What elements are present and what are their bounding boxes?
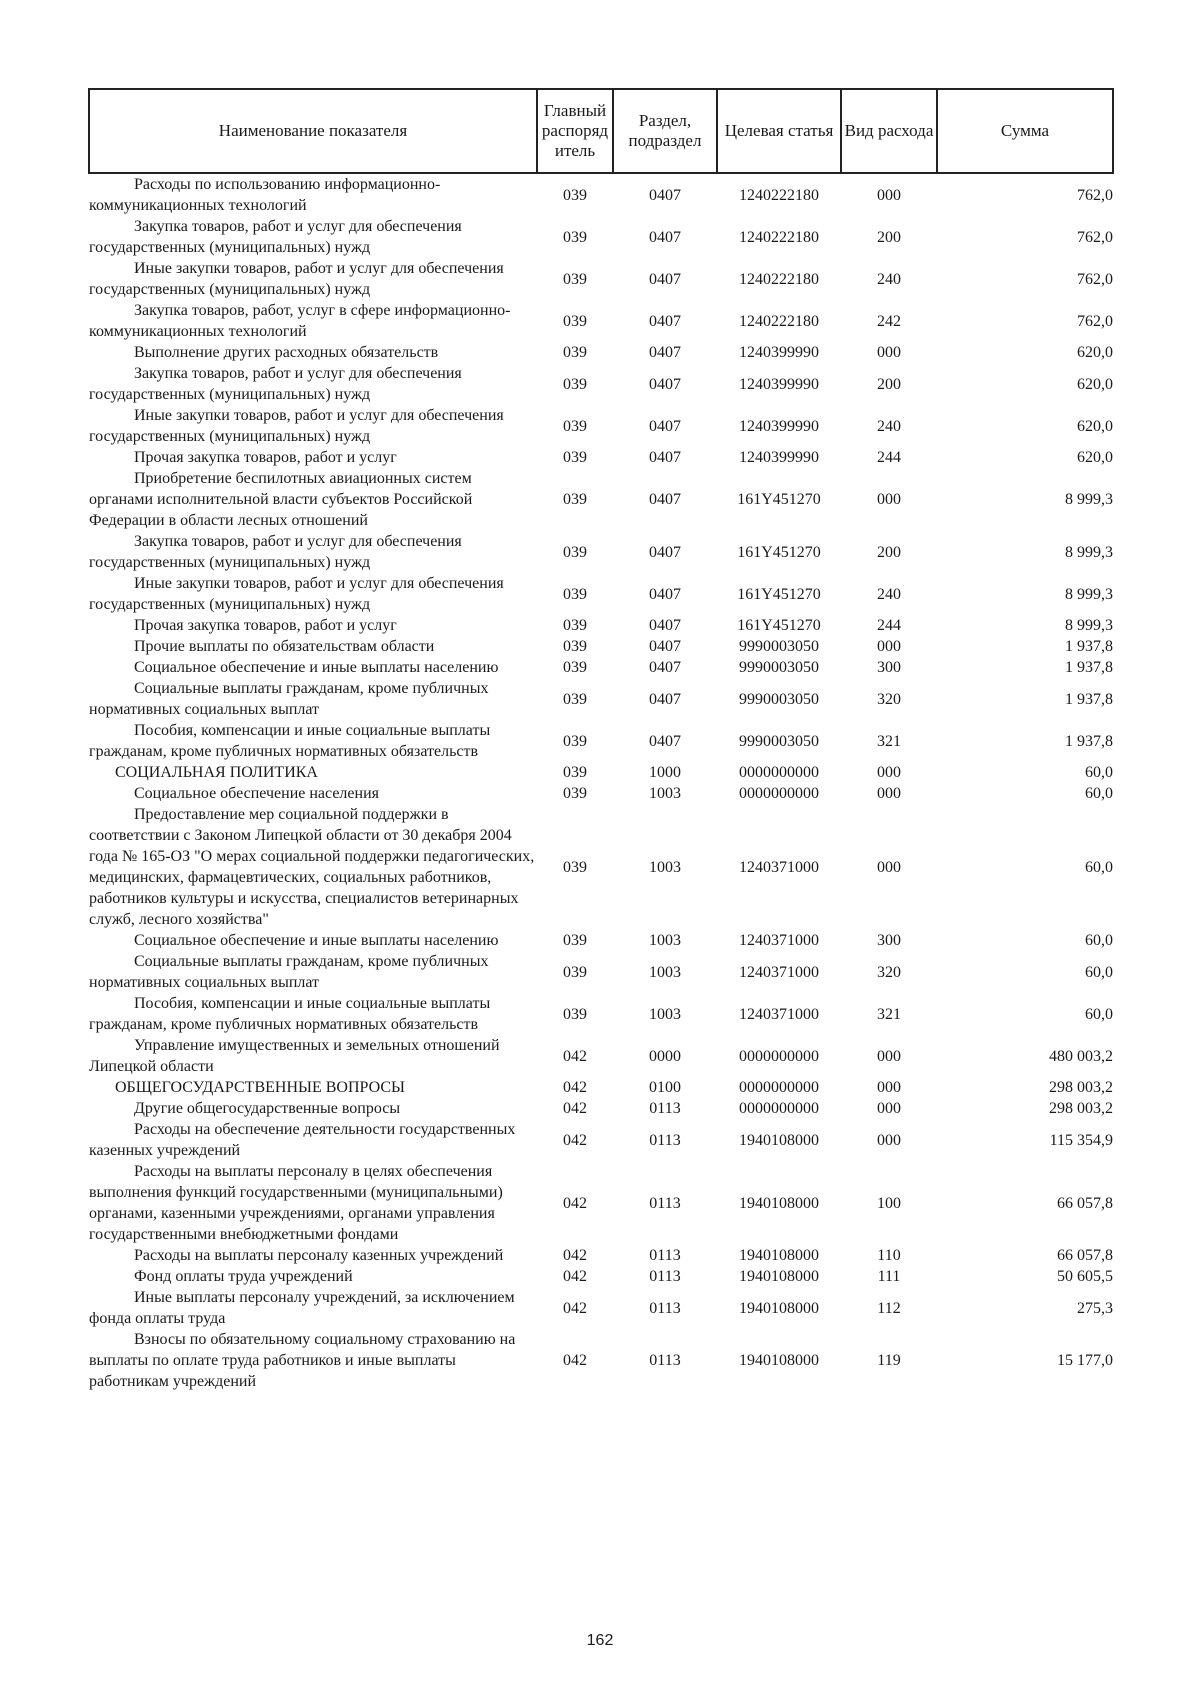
cell-name: Выполнение других расходных обязательств: [134, 344, 439, 361]
cell-sum: 762,0: [1077, 186, 1113, 204]
table-row: [89, 657, 1113, 678]
table-row: [89, 363, 1113, 405]
cell-type: 320: [877, 690, 901, 708]
header-type: Вид расхода: [841, 89, 937, 173]
table-row: [89, 1098, 1113, 1119]
cell-name: Прочая закупка товаров, работ и услуг: [134, 449, 397, 466]
cell-admin: 042: [563, 1268, 587, 1285]
cell-type: 244: [877, 449, 901, 466]
cell-admin: 039: [563, 764, 587, 781]
cell-type: 000: [877, 764, 901, 781]
cell-section: 0113: [649, 1194, 681, 1212]
table-row: [89, 447, 1113, 468]
cell-admin: 039: [563, 585, 587, 603]
cell-name: Прочие выплаты по обязательствам области: [134, 638, 435, 655]
cell-sum: 50 605,5: [1057, 1268, 1113, 1285]
cell-section: 0407: [649, 375, 681, 393]
cell-admin: 039: [563, 932, 587, 949]
header-admin: Главный распоряд итель: [537, 89, 613, 173]
cell-target: 161Y451270: [737, 543, 821, 561]
cell-name: Социальное обеспечение и иные выплаты населению: [134, 932, 499, 949]
cell-admin: 039: [563, 732, 587, 750]
cell-target: 0000000000: [739, 785, 819, 802]
cell-type: 000: [877, 186, 901, 204]
cell-sum: 8 999,3: [1065, 543, 1113, 561]
cell-sum: 115 354,9: [1049, 1131, 1113, 1149]
cell-admin: 039: [563, 375, 587, 393]
cell-sum: 1 937,8: [1065, 690, 1113, 708]
table-row: [89, 1035, 1113, 1077]
cell-section: 0113: [649, 1268, 681, 1285]
cell-admin: 039: [563, 690, 587, 708]
cell-sum: 60,0: [1085, 932, 1113, 949]
cell-section: 0407: [649, 659, 681, 676]
cell-name: Иные закупки товаров, работ и услуг для обеспечения государственных (муниципальных) нужд: [89, 260, 504, 298]
cell-sum: 620,0: [1077, 449, 1113, 466]
cell-section: 1003: [649, 858, 681, 876]
cell-sum: 8 999,3: [1065, 491, 1113, 508]
cell-target: 1240399990: [739, 449, 819, 466]
cell-type: 244: [877, 617, 901, 634]
cell-type: 119: [877, 1352, 901, 1369]
cell-sum: 60,0: [1085, 764, 1113, 781]
cell-target: 1240371000: [739, 932, 819, 949]
cell-target: 1240222180: [739, 186, 819, 204]
cell-type: 000: [877, 1079, 901, 1096]
cell-type: 112: [877, 1299, 901, 1317]
cell-admin: 039: [563, 228, 587, 246]
cell-sum: 60,0: [1085, 963, 1113, 981]
table-row: [89, 930, 1113, 951]
cell-sum: 762,0: [1077, 228, 1113, 246]
table-row: [89, 615, 1113, 636]
cell-type: 000: [877, 785, 901, 802]
cell-type: 321: [877, 1005, 901, 1023]
cell-admin: 042: [563, 1299, 587, 1317]
cell-section: 1000: [649, 764, 681, 781]
cell-sum: 762,0: [1077, 270, 1113, 288]
budget-table: [88, 88, 1114, 1392]
cell-section: 1003: [649, 932, 681, 949]
table-row: [89, 468, 1113, 531]
cell-section: 0113: [649, 1299, 681, 1317]
cell-admin: 039: [563, 617, 587, 634]
cell-admin: 039: [563, 858, 587, 876]
cell-section: 0407: [649, 312, 681, 330]
table-row: [89, 1266, 1113, 1287]
cell-admin: 039: [563, 963, 587, 981]
cell-admin: 039: [563, 312, 587, 330]
cell-section: 0407: [649, 270, 681, 288]
cell-section: 0407: [649, 449, 681, 466]
cell-name: Закупка товаров, работ и услуг для обеспечения государственных (муниципальных) нужд: [89, 533, 462, 571]
table-row: [89, 1287, 1113, 1329]
cell-target: 9990003050: [739, 638, 819, 655]
cell-name: Расходы по использованию информационно-коммуникационных технологий: [89, 176, 441, 214]
cell-name: Иные закупки товаров, работ и услуг для обеспечения государственных (муниципальных) нужд: [89, 407, 504, 445]
cell-section: 0113: [649, 1100, 681, 1117]
cell-target: 161Y451270: [737, 585, 821, 603]
cell-section: 1003: [649, 785, 681, 802]
cell-section: 1003: [649, 963, 681, 981]
cell-type: 200: [877, 228, 901, 246]
cell-type: 000: [877, 1047, 901, 1065]
cell-admin: 042: [563, 1194, 587, 1212]
cell-target: 1240222180: [739, 312, 819, 330]
cell-section: 0407: [649, 344, 681, 361]
table-row: [89, 531, 1113, 573]
table-row: [89, 1161, 1113, 1245]
cell-type: 240: [877, 270, 901, 288]
cell-name: Прочая закупка товаров, работ и услуг: [134, 617, 397, 634]
cell-sum: 298 003,2: [1049, 1100, 1113, 1117]
cell-name: Иные выплаты персоналу учреждений, за исключением фонда оплаты труда: [89, 1289, 515, 1327]
cell-type: 321: [877, 732, 901, 750]
cell-admin: 039: [563, 344, 587, 361]
cell-sum: 66 057,8: [1057, 1194, 1113, 1212]
cell-admin: 039: [563, 270, 587, 288]
table-row: [89, 1077, 1113, 1098]
cell-section: 0113: [649, 1131, 681, 1149]
cell-name: Расходы на выплаты персоналу в целях обеспечения выполнения функций государственными (муниципальными) органами, казенными учреждениями, органами управления государственными внебюджетными фондами: [89, 1163, 503, 1243]
table-body: [89, 173, 1113, 1392]
cell-name: Фонд оплаты труда учреждений: [134, 1268, 353, 1285]
cell-target: 1940108000: [739, 1268, 819, 1285]
cell-target: 1940108000: [739, 1299, 819, 1317]
cell-target: 9990003050: [739, 690, 819, 708]
table-row: [89, 951, 1113, 993]
table-row: [89, 804, 1113, 930]
cell-target: 1240371000: [739, 963, 819, 981]
cell-target: 161Y451270: [737, 491, 821, 508]
cell-target: 1940108000: [739, 1131, 819, 1149]
cell-target: 9990003050: [739, 732, 819, 750]
cell-target: 0000000000: [739, 1079, 819, 1096]
cell-target: 1240222180: [739, 228, 819, 246]
cell-type: 000: [877, 344, 901, 361]
cell-type: 200: [877, 375, 901, 393]
cell-admin: 039: [563, 638, 587, 655]
cell-sum: 480 003,2: [1049, 1047, 1113, 1065]
cell-section: 0407: [649, 491, 681, 508]
cell-section: 0407: [649, 186, 681, 204]
cell-admin: 039: [563, 785, 587, 802]
table-row: [89, 405, 1113, 447]
cell-sum: 275,3: [1077, 1299, 1113, 1317]
cell-name: Взносы по обязательному социальному страхованию на выплаты по оплате труда работников и иные выплаты работникам учреждений: [89, 1331, 516, 1390]
cell-target: 1240371000: [739, 858, 819, 876]
cell-type: 300: [877, 932, 901, 949]
cell-sum: 1 937,8: [1065, 732, 1113, 750]
cell-target: 1240371000: [739, 1005, 819, 1023]
cell-sum: 620,0: [1077, 344, 1113, 361]
cell-type: 000: [877, 1131, 901, 1149]
page-number: 162: [586, 1632, 614, 1649]
cell-name: ОБЩЕГОСУДАРСТВЕННЫЕ ВОПРОСЫ: [115, 1079, 405, 1096]
cell-target: 1240222180: [739, 270, 819, 288]
cell-sum: 1 937,8: [1065, 638, 1113, 655]
cell-type: 100: [877, 1194, 901, 1212]
cell-section: 0407: [649, 732, 681, 750]
cell-name: Социальные выплаты гражданам, кроме публичных нормативных социальных выплат: [89, 953, 489, 991]
cell-target: 0000000000: [739, 1100, 819, 1117]
table-row: [89, 720, 1113, 762]
table-row: [89, 573, 1113, 615]
cell-sum: 60,0: [1085, 858, 1113, 876]
header-sum: Сумма: [937, 89, 1113, 173]
cell-target: 161Y451270: [737, 617, 821, 634]
cell-target: 0000000000: [739, 1047, 819, 1065]
cell-section: 0407: [649, 638, 681, 655]
cell-name: Приобретение беспилотных авиационных систем органами исполнительной власти субъектов Российской Федерации в области лесных отношений: [89, 470, 473, 529]
cell-admin: 042: [563, 1100, 587, 1117]
cell-name: Пособия, компенсации и иные социальные выплаты гражданам, кроме публичных нормативных обязательств: [89, 722, 491, 760]
cell-section: 1003: [649, 1005, 681, 1023]
cell-name: Предоставление мер социальной поддержки в соответствии с Законом Липецкой области от 30 декабря 2004 года № 165-ОЗ "О мерах социальной поддержки педагогических, медицинских, фармацевтических, социальных работников, работников культуры и искусства, специалистов ветеринарных служб, лесного хозяйства": [89, 806, 535, 928]
header-name: Наименование показателя: [89, 89, 537, 173]
header-target: Целевая статья: [717, 89, 841, 173]
table-row: [89, 993, 1113, 1035]
cell-type: 242: [877, 312, 901, 330]
cell-type: 000: [877, 491, 901, 508]
cell-name: Расходы на обеспечение деятельности государственных казенных учреждений: [89, 1121, 516, 1159]
cell-name: Расходы на выплаты персоналу казенных учреждений: [134, 1247, 504, 1264]
cell-name: Закупка товаров, работ, услуг в сфере информационно-коммуникационных технологий: [89, 302, 511, 340]
table-row: [89, 678, 1113, 720]
cell-type: 000: [877, 1100, 901, 1117]
cell-admin: 039: [563, 417, 587, 435]
cell-admin: 039: [563, 186, 587, 204]
cell-section: 0407: [649, 417, 681, 435]
cell-section: 0407: [649, 543, 681, 561]
cell-type: 240: [877, 417, 901, 435]
cell-admin: 042: [563, 1131, 587, 1149]
table-row: [89, 762, 1113, 783]
cell-target: 1240399990: [739, 417, 819, 435]
table-row: [89, 1329, 1113, 1392]
cell-type: 200: [877, 543, 901, 561]
table-row: [89, 783, 1113, 804]
table-row: [89, 300, 1113, 342]
table-row: [89, 342, 1113, 363]
cell-section: 0407: [649, 228, 681, 246]
cell-target: 1240399990: [739, 344, 819, 361]
cell-target: 1240399990: [739, 375, 819, 393]
cell-sum: 8 999,3: [1065, 585, 1113, 603]
cell-sum: 298 003,2: [1049, 1079, 1113, 1096]
cell-section: 0407: [649, 690, 681, 708]
cell-type: 111: [877, 1268, 901, 1285]
table-row: [89, 258, 1113, 300]
cell-name: Закупка товаров, работ и услуг для обеспечения государственных (муниципальных) нужд: [89, 218, 462, 256]
cell-type: 240: [877, 585, 901, 603]
cell-name: Пособия, компенсации и иные социальные выплаты гражданам, кроме публичных нормативных обязательств: [89, 995, 491, 1033]
cell-target: 9990003050: [739, 659, 819, 676]
cell-type: 000: [877, 638, 901, 655]
cell-type: 300: [877, 659, 901, 676]
cell-type: 000: [877, 858, 901, 876]
cell-name: Социальное обеспечение и иные выплаты населению: [134, 659, 499, 676]
table-row: [89, 1119, 1113, 1161]
cell-name: Иные закупки товаров, работ и услуг для обеспечения государственных (муниципальных) нужд: [89, 575, 504, 613]
cell-admin: 042: [563, 1047, 587, 1065]
table-row: [89, 636, 1113, 657]
cell-admin: 039: [563, 543, 587, 561]
table-header-row: [89, 89, 1113, 173]
cell-admin: 039: [563, 449, 587, 466]
cell-target: 1940108000: [739, 1352, 819, 1369]
cell-section: 0407: [649, 617, 681, 634]
cell-admin: 039: [563, 659, 587, 676]
cell-admin: 042: [563, 1247, 587, 1264]
cell-target: 0000000000: [739, 764, 819, 781]
cell-name: Социальные выплаты гражданам, кроме публичных нормативных социальных выплат: [89, 680, 489, 718]
cell-name: Другие общегосударственные вопросы: [134, 1100, 401, 1117]
cell-sum: 8 999,3: [1065, 617, 1113, 634]
table-row: [89, 216, 1113, 258]
cell-sum: 15 177,0: [1057, 1352, 1113, 1369]
cell-sum: 762,0: [1077, 312, 1113, 330]
cell-sum: 1 937,8: [1065, 659, 1113, 676]
cell-section: 0000: [649, 1047, 681, 1065]
cell-admin: 039: [563, 491, 587, 508]
cell-admin: 042: [563, 1352, 587, 1369]
cell-sum: 66 057,8: [1057, 1247, 1113, 1264]
table-row: [89, 173, 1113, 216]
cell-name: Управление имущественных и земельных отношений Липецкой области: [89, 1037, 500, 1075]
cell-admin: 039: [563, 1005, 587, 1023]
cell-section: 0113: [649, 1247, 681, 1264]
cell-section: 0100: [649, 1079, 681, 1096]
header-section: Раздел, подраздел: [613, 89, 717, 173]
cell-sum: 60,0: [1085, 1005, 1113, 1023]
cell-sum: 60,0: [1085, 785, 1113, 802]
cell-sum: 620,0: [1077, 417, 1113, 435]
cell-sum: 620,0: [1077, 375, 1113, 393]
cell-type: 320: [877, 963, 901, 981]
cell-target: 1940108000: [739, 1247, 819, 1264]
cell-name: Социальное обеспечение населения: [134, 785, 379, 802]
cell-admin: 042: [563, 1079, 587, 1096]
table-row: [89, 1245, 1113, 1266]
cell-name: Закупка товаров, работ и услуг для обеспечения государственных (муниципальных) нужд: [89, 365, 462, 403]
cell-name: СОЦИАЛЬНАЯ ПОЛИТИКА: [115, 764, 318, 781]
cell-section: 0407: [649, 585, 681, 603]
cell-section: 0113: [649, 1352, 681, 1369]
cell-target: 1940108000: [739, 1194, 819, 1212]
cell-type: 110: [877, 1247, 901, 1264]
